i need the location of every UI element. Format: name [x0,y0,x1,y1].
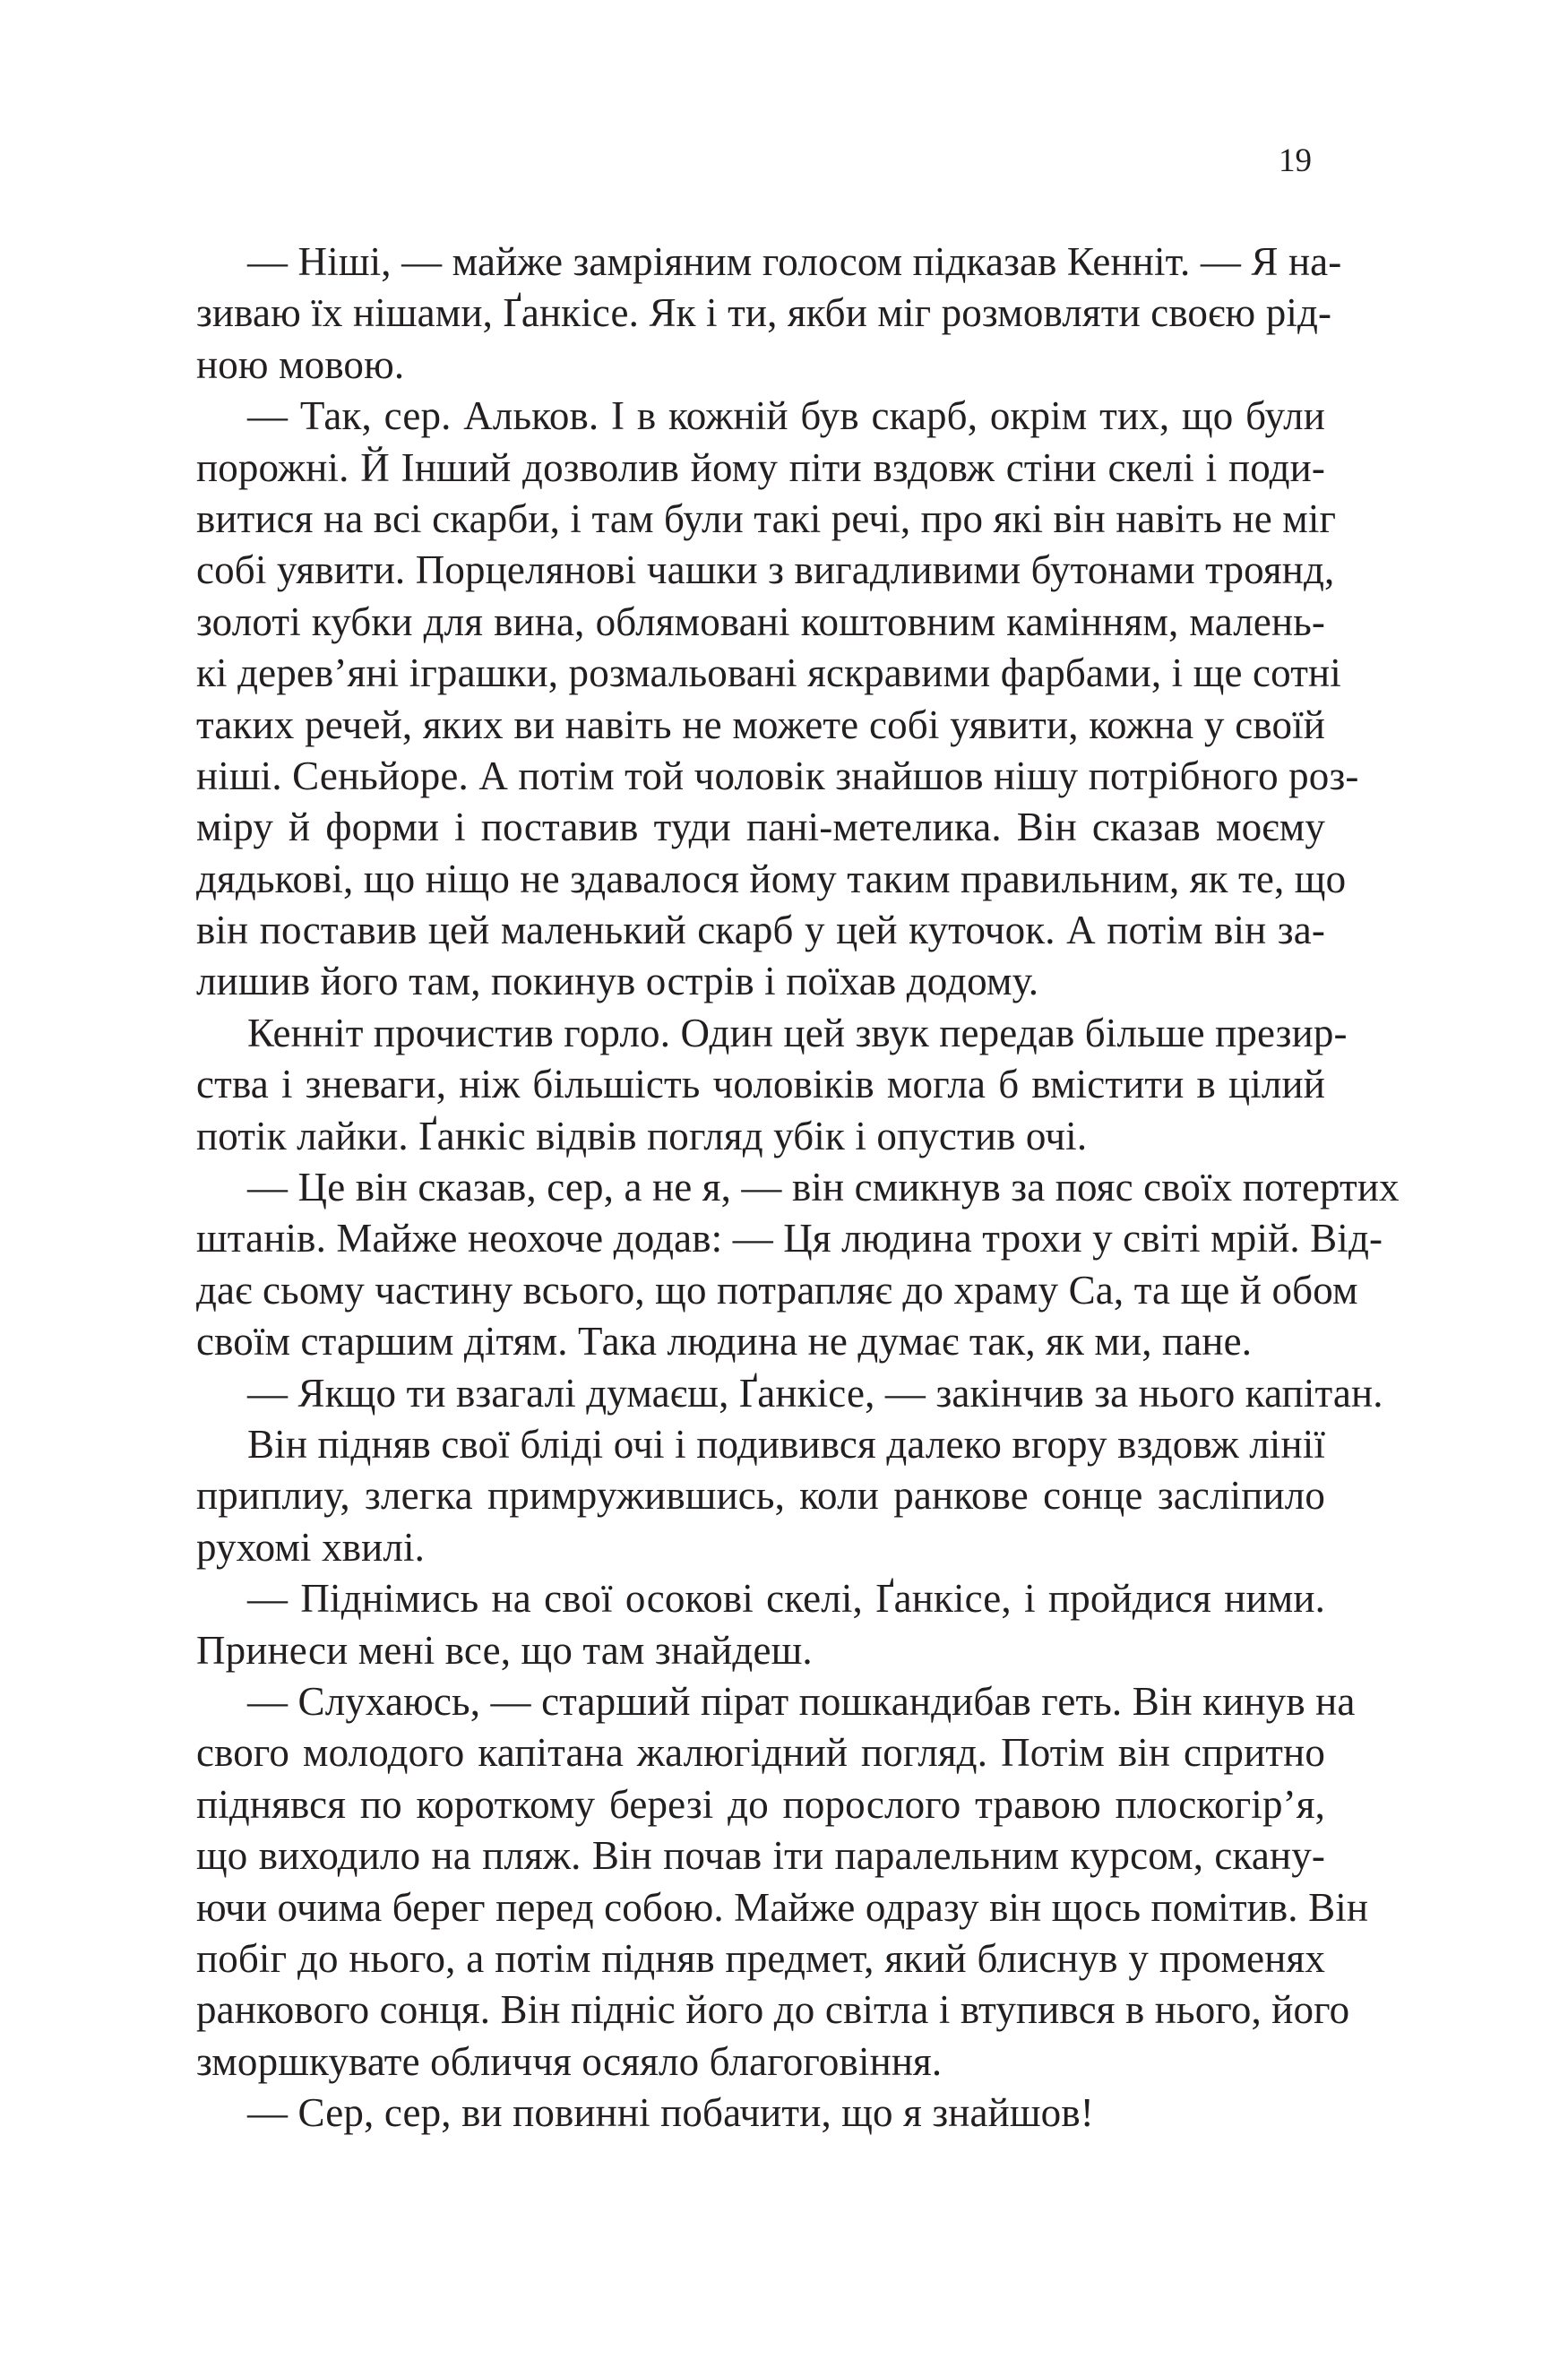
text-line: зиваю їх нішами, Ґанкісе. Як і ти, якби міг розмовляти своєю рід- [196,290,1332,336]
text-line: своїм старшим дітям. Така людина не думає так, як ми, пане. [196,1319,1253,1365]
text-line: — Сер, сер, ви повинні побачити, що я знайшов! [247,2090,1094,2136]
text-line: ною мовою. [196,341,405,387]
text-line: рухомі хвилі. [196,1524,426,1570]
text-line: кі дерев’яні іграшки, розмальовані яскравими фарбами, і ще сотні [196,650,1341,696]
text-line: ючи очима берег перед собою. Майже одразу він щось помітив. Він [196,1884,1369,1930]
text-line: свого молодого капітана жалюгідний погляд. Потім він спритно [196,1730,1325,1776]
text-line: порожні. Й Інший дозволив йому піти вздовж стіни скелі і поди- [196,444,1325,490]
text-line: — Ніші, — майже замріяним голосом підказав Кенніт. — Я на- [247,239,1342,284]
text-line: він поставив цей маленький скарб у цей куточок. А потім він за- [196,908,1325,953]
page-number: 19 [1279,142,1312,179]
text-line: витися на всі скарби, і там були такі речі, про які він навіть не міг [196,495,1337,541]
text-line: штанів. Майже неохоче додав: — Ця людина трохи у світі мрій. Від- [196,1216,1383,1261]
text-line: золоті кубки для вина, облямовані коштовним камінням, малень- [196,598,1325,644]
text-line: — Якщо ти взагалі думаєш, Ґанкісе, — закінчив за нього капітан. [247,1370,1383,1416]
text-line: ства і зневаги, ніж більшість чоловіків могла б вмістити в цілий [196,1062,1325,1107]
text-line: таких речей, яких ви навіть не можете собі уявити, кожна у своїй [196,702,1325,747]
text-line: — Слухаюсь, — старший пірат пошкандибав геть. Він кинув на [247,1678,1356,1724]
text-line: приплиу, злегка примружившись, коли ранкове сонце засліпило [196,1473,1325,1519]
text-line: піднявся по короткому березі до порослого травою плоскогір’я, [196,1781,1325,1827]
text-line: — Це він сказав, сер, а не я, — він смикнув за пояс своїх потертих [247,1165,1400,1210]
text-line: дядькові, що ніщо не здавалося йому таким правильним, як те, що [196,856,1347,901]
text-line: побіг до нього, а потім підняв предмет, який блиснув у променях [196,1935,1325,1981]
text-line: міру й форми і поставив туди пані-метелика. Він сказав моєму [196,805,1325,850]
text-line: що виходило на пляж. Він почав іти паралельним курсом, скану- [196,1833,1325,1879]
text-line: ранкового сонця. Він підніс його до світла і втупився в нього, його [196,1987,1350,2033]
text-line: Кенніт прочистив горло. Один цей звук передав більше презир- [247,1010,1348,1055]
body-text [196,237,1400,2139]
text-line: — Піднімись на свої осокові скелі, Ґанкісе, і пройдися ними. [247,1576,1325,1622]
text-line: Принеси мені все, що там знайдеш. [196,1627,813,1673]
text-line: — Так, сер. Альков. І в кожній був скарб, окрім тих, що були [247,393,1325,439]
text-line: ніші. Сеньйоре. А потім той чоловік знайшов нішу потрібного роз- [196,753,1359,798]
text-line: Він підняв свої бліді очі і подивився далеко вгору вздовж лінії [247,1421,1325,1467]
text-line: дає сьому частину всього, що потрапляє до храму Са, та ще й обом [196,1267,1358,1313]
text-line: лишив його там, покинув острів і поїхав додому. [196,959,1039,1004]
text-line: собі уявити. Порцелянові чашки з вигадливими бутонами троянд, [196,547,1335,593]
text-line: зморшкувате обличчя осяяло благоговіння. [196,2038,943,2084]
text-line: потік лайки. Ґанкіс відвів погляд убік і опустив очі. [196,1113,1088,1158]
